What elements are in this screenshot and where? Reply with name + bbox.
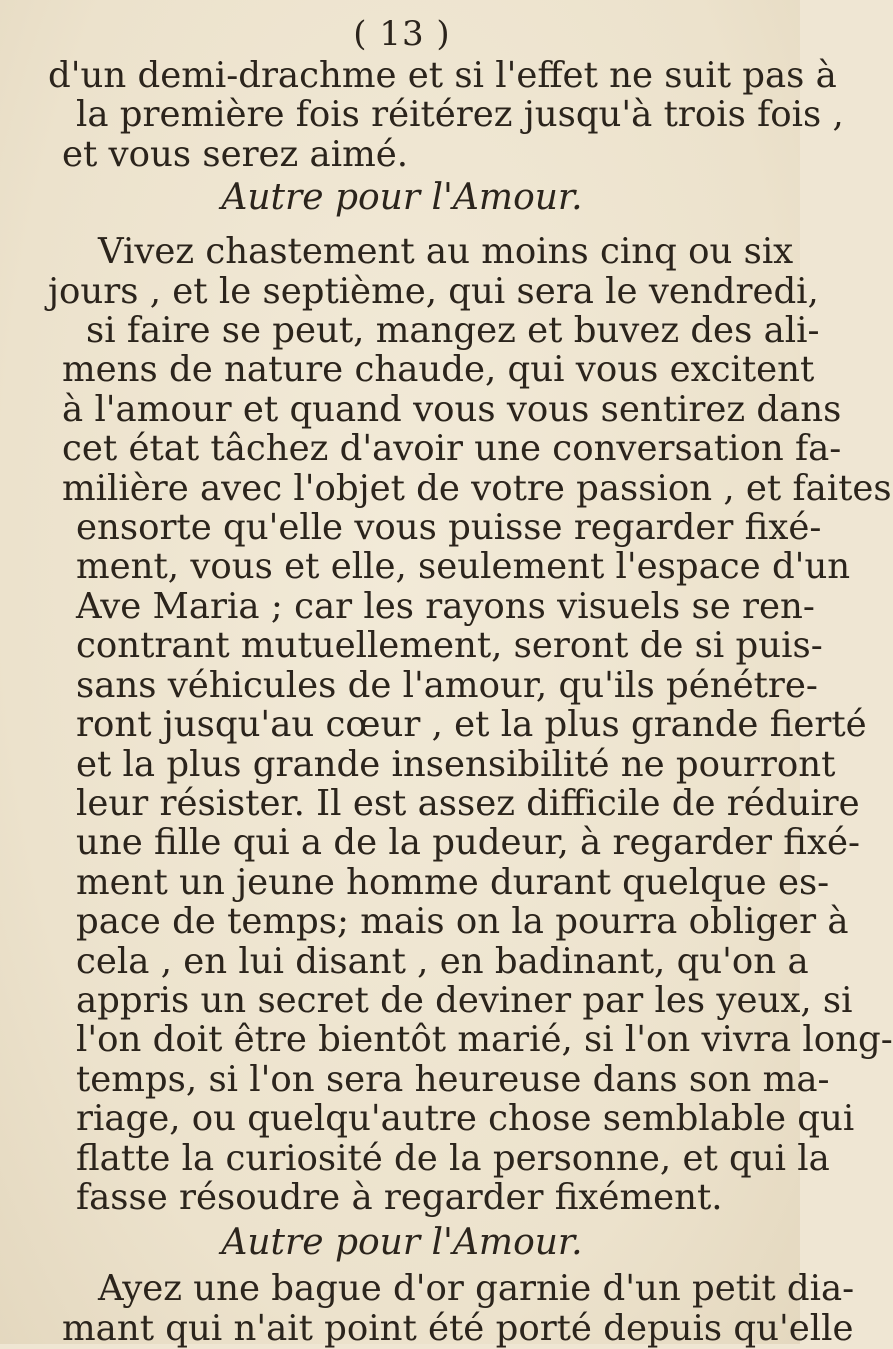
- text-line: mant qui n'ait point été porté depuis qu'elle: [62, 1307, 854, 1349]
- text-line: appris un secret de deviner par les yeux, si: [76, 979, 853, 1021]
- text-line: riage, ou quelqu'autre chose semblable qui: [76, 1098, 855, 1140]
- text-line: ront jusqu'au cœur , et la plus grande fierté: [76, 704, 867, 746]
- text-line: cela , en lui disant , en badinant, qu'on a: [76, 940, 809, 982]
- body-text: [48, 55, 893, 1349]
- text-line: et vous serez aimé.: [62, 133, 409, 175]
- text-line: si faire se peut, mangez et buvez des ali-: [86, 310, 820, 352]
- text-line: ment, vous et elle, seulement l'espace d'un: [76, 546, 851, 588]
- text-line: leur résister. Il est assez difficile de réduire: [76, 782, 860, 824]
- text-line: contrant mutuellement, seront de si puis-: [76, 625, 823, 667]
- text-line: Ayez une bague d'or garnie d'un petit dia-: [98, 1268, 855, 1310]
- text-line: pace de temps; mais on la pourra obliger à: [76, 901, 849, 943]
- text-line: ensorte qu'elle vous puisse regarder fixé-: [76, 507, 822, 549]
- text-line: mens de nature chaude, qui vous excitent: [62, 349, 815, 391]
- text-line: l'on doit être bientôt marié, si l'on vivra long-: [76, 1019, 893, 1061]
- text-line: sans véhicules de l'amour, qu'ils pénétre-: [76, 664, 818, 706]
- text-line: Vivez chastement au moins cinq ou six: [98, 231, 794, 273]
- section-heading: Autre pour l'Amour.: [221, 1222, 583, 1264]
- text-line: Ave Maria ; car les rayons visuels se ren-: [76, 585, 815, 627]
- page-number: ( 13 ): [353, 14, 451, 54]
- text-line: la première fois réitérez jusqu'à trois fois ,: [76, 94, 844, 136]
- text-line: fasse résoudre à regarder fixément.: [76, 1176, 723, 1218]
- text-line: jours , et le septième, qui sera le vendredi,: [48, 270, 819, 312]
- text-line: cet état tâchez d'avoir une conversation fa-: [62, 428, 842, 470]
- text-line: d'un demi-drachme et si l'effet ne suit pas à: [48, 55, 837, 96]
- text-line: flatte la curiosité de la personne, et qui la: [76, 1137, 830, 1179]
- text-line: temps, si l'on sera heureuse dans son ma-: [76, 1058, 830, 1100]
- text-line: ment un jeune homme durant quelque es-: [76, 861, 830, 903]
- text-line: une fille qui a de la pudeur, à regarder fixé-: [76, 822, 860, 864]
- text-line: à l'amour et quand vous vous sentirez dans: [62, 388, 842, 430]
- text-line: et la plus grande insensibilité ne pourront: [76, 743, 836, 785]
- section-heading: Autre pour l'Amour.: [221, 177, 583, 219]
- text-line: milière avec l'objet de votre passion , et faites: [62, 467, 892, 509]
